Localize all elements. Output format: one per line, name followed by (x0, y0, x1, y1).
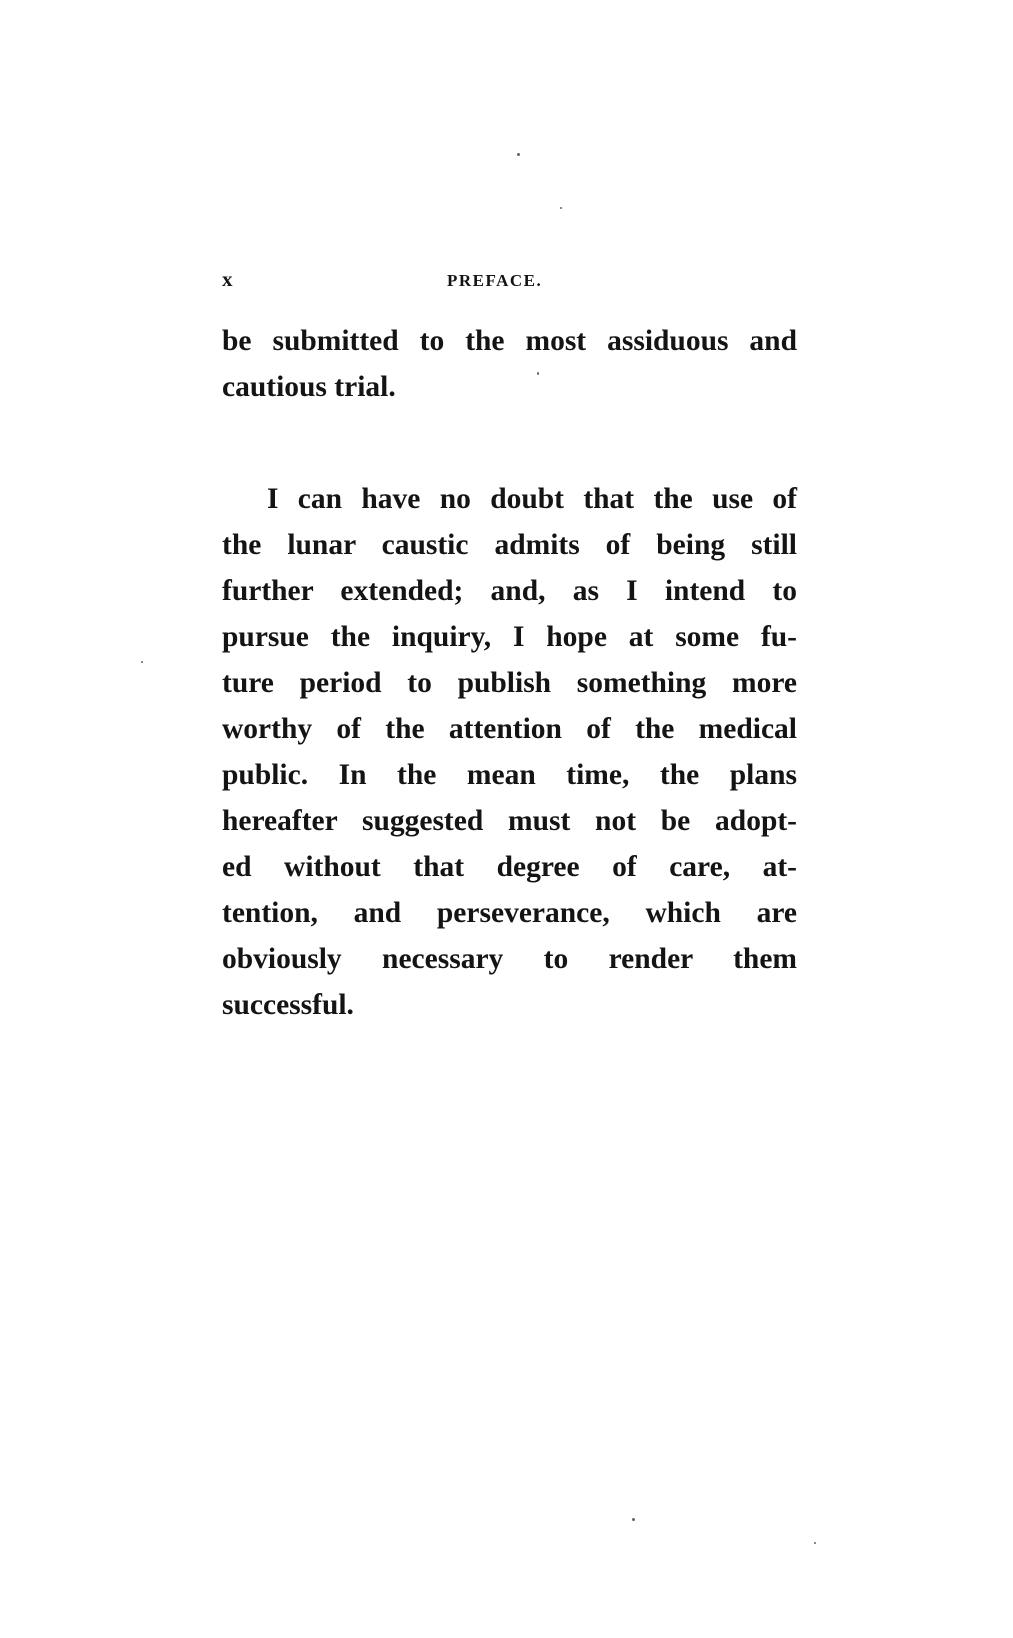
scan-speck (560, 207, 562, 209)
text-line: obviously necessary to render them (222, 943, 797, 975)
text-line: worthy of the attention of the medical (222, 713, 797, 745)
text-line: successful. (222, 989, 354, 1021)
scan-speck (537, 372, 539, 375)
text-line: ture period to publish something more (222, 667, 797, 699)
text-line: further extended; and, as I intend to (222, 575, 797, 607)
text-line: the lunar caustic admits of being still (222, 529, 797, 561)
text-line: pursue the inquiry, I hope at some fu- (222, 621, 797, 653)
text-line: tention, and perseverance, which are (222, 897, 797, 929)
text-line: be submitted to the most assiduous and (222, 325, 797, 357)
running-head: PREFACE. (447, 271, 543, 290)
text-line: I can have no doubt that the use of (267, 483, 797, 515)
scan-speck (814, 1542, 816, 1544)
text-line: public. In the mean time, the plans (222, 759, 797, 791)
page-header (222, 268, 797, 300)
scan-speck (517, 153, 520, 156)
scan-speck (141, 661, 143, 663)
text-line: ed without that degree of care, at- (222, 851, 797, 883)
text-line: hereafter suggested must not be adopt- (222, 805, 797, 837)
text-line: cautious trial. (222, 371, 396, 403)
continuation-paragraph (222, 318, 797, 410)
main-paragraph (222, 476, 797, 1028)
page-number: x (222, 267, 233, 291)
scan-speck (632, 1518, 635, 1521)
